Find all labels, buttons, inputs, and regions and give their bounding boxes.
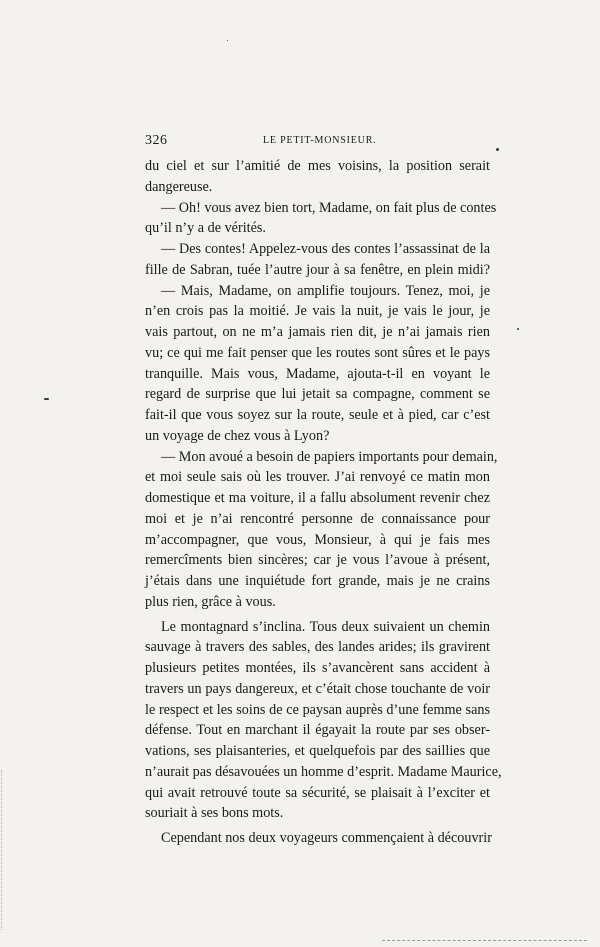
text-line: — Oh! vous avez bien tort, Madame, on fait plus de contes bbox=[161, 199, 497, 216]
text-line: moi et je n’ai rencontré personne de connaissance pour bbox=[145, 510, 490, 527]
text-line: dangereuse. bbox=[145, 178, 213, 195]
page-number: 326 bbox=[145, 133, 168, 148]
text-line: souriait à ses bons mots. bbox=[145, 805, 284, 822]
running-title: LE PETIT-MONSIEUR. bbox=[263, 135, 377, 146]
ink-speck bbox=[517, 328, 519, 330]
text-line: tranquille. Mais vous, Madame, ajouta-t-il en voyant le bbox=[145, 365, 490, 382]
text-line: travers un pays dangereux, et c’était chose touchante de voir bbox=[145, 680, 490, 697]
ink-speck bbox=[227, 40, 228, 41]
text-line: plus rien, grâce à vous. bbox=[145, 593, 276, 610]
text-line: — Mon avoué a besoin de papiers importants pour demain, bbox=[161, 448, 498, 465]
text-line: j’étais dans une inquiétude fort grande, mais je ne crains bbox=[145, 573, 490, 589]
text-line: — Mais, Madame, on amplifie toujours. Tenez, moi, je bbox=[161, 282, 490, 299]
text-line: m’accompagner, que vous, Monsieur, à qui je fais mes bbox=[145, 531, 490, 548]
text-line: sauvage à travers des sables, des landes arides; ils gravirent bbox=[145, 639, 490, 656]
text-line: un voyage de chez vous à Lyon? bbox=[145, 427, 330, 444]
text-line: qui avait retrouvé toute sa sécurité, se plaisait à l’exciter et bbox=[145, 784, 490, 801]
text-line: remercîments bien sincères; car je vous l’avoue à présent, bbox=[145, 552, 490, 569]
text-line: vais partout, on ne m’a jamais rien dit, je n’ai jamais rien bbox=[145, 324, 490, 340]
text-line: — Des contes! Appelez-vous des contes l’assassinat de la bbox=[161, 241, 490, 257]
ink-speck bbox=[496, 148, 499, 151]
scan-edge-mark bbox=[1, 770, 2, 930]
text-line: Cependant nos deux voyageurs commençaient à découvrir bbox=[161, 830, 492, 846]
text-line: Le montagnard s’inclina. Tous deux suivaient un chemin bbox=[161, 618, 490, 635]
text-line: qu’il n’y a de vérités. bbox=[145, 220, 266, 237]
text-line: et moi seule sais où les trouver. J’ai renvoyé ce matin mon bbox=[145, 469, 490, 486]
text-line: fille de Sabran, tuée l’autre jour à sa fenêtre, en plein midi? bbox=[145, 261, 490, 278]
text-line: du ciel et sur l’amitié de mes voisins, la position serait bbox=[145, 158, 490, 174]
page-header bbox=[145, 133, 490, 149]
text-line: le respect et les soins de ce paysan auprès d’une femme sans bbox=[145, 701, 490, 718]
text-line: domestique et ma voiture, il a fallu absolument revenir chez bbox=[145, 490, 490, 506]
text-line: n’aurait pas désavouées un homme d’esprit. Madame Maurice, bbox=[145, 763, 502, 780]
text-line: n’en crois pas la moitié. Je vais la nuit, je vais le jour, je bbox=[145, 303, 490, 320]
text-line: fait-il que vous soyez sur la route, seule et à pied, car c’est bbox=[145, 407, 490, 423]
text-line: plusieurs petites montées, ils s’avancèrent sans accident à bbox=[145, 660, 490, 676]
text-line: regard de surprise que lui jetait sa compagne, comment se bbox=[145, 386, 490, 403]
body-text bbox=[145, 156, 502, 849]
text-line: vations, ses plaisanteries, et quelquefois par des saillies que bbox=[145, 743, 490, 759]
scan-footer-rule bbox=[382, 940, 587, 941]
text-line: défense. Tout en marchant il égayait la route par ses obser- bbox=[145, 722, 490, 739]
ink-speck bbox=[44, 398, 49, 400]
text-line: vu; ce qui me fait penser que les routes sont sûres et le pays bbox=[145, 344, 490, 361]
